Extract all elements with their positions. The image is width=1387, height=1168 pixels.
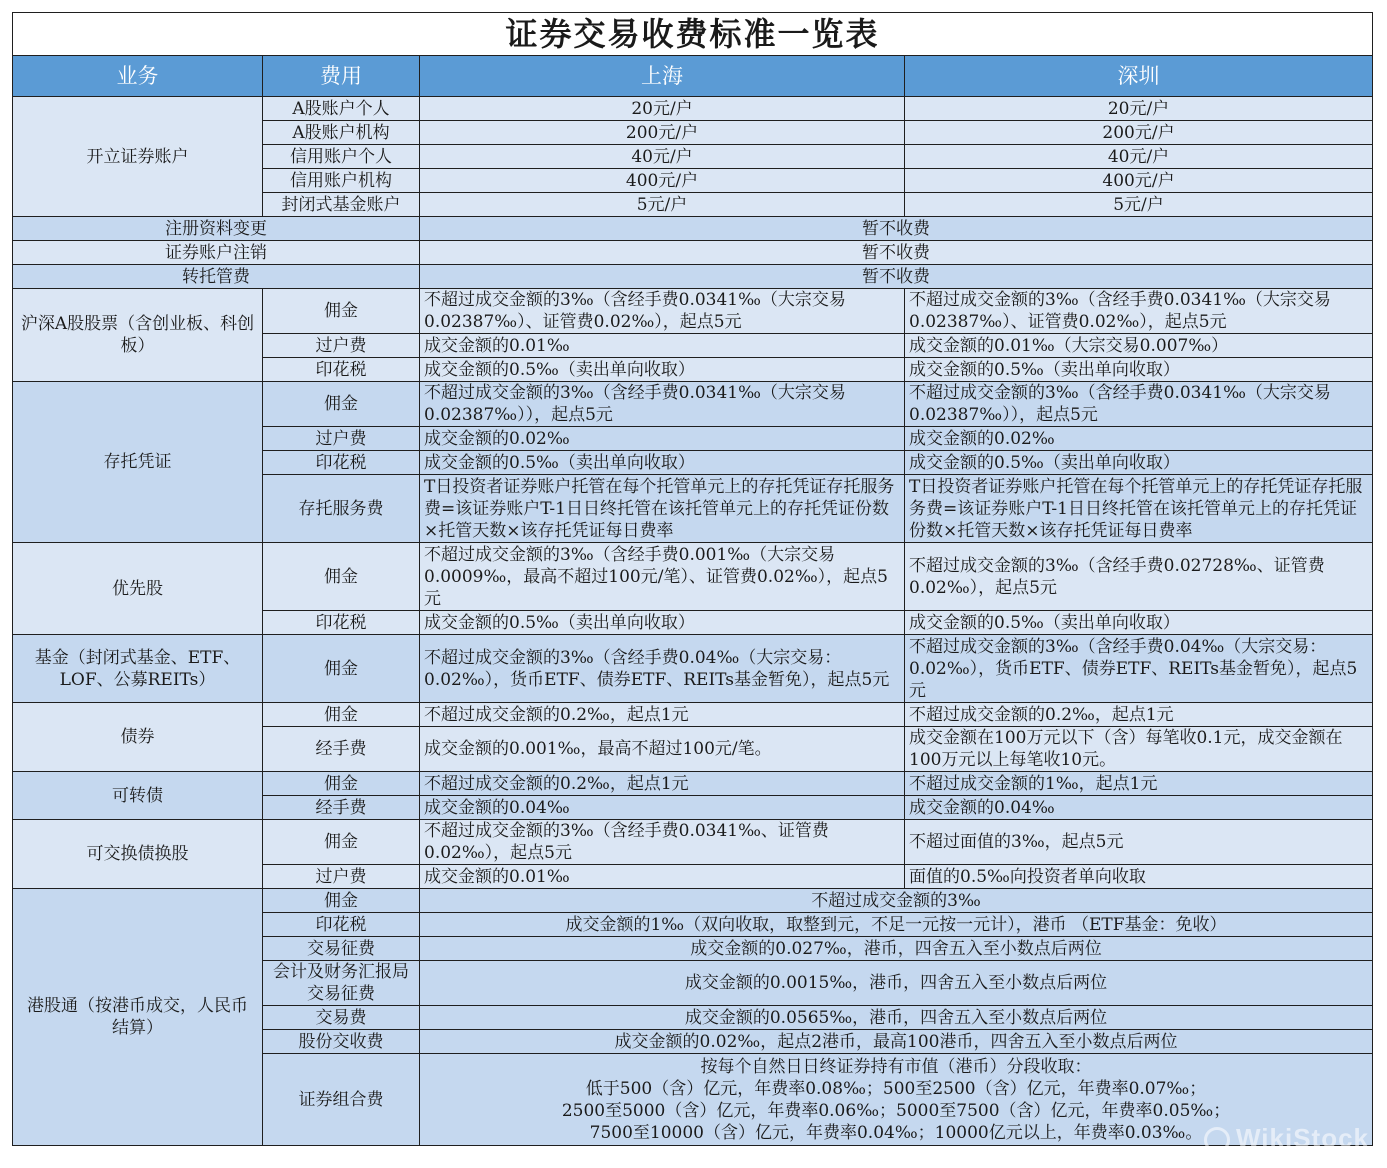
table-row bbox=[13, 217, 1373, 241]
table-cell: 不超过成交金额的0.2‰，起点1元 bbox=[905, 703, 1373, 727]
value-cell: 不超过成交金额的3‰ bbox=[420, 889, 1373, 913]
table-row bbox=[13, 97, 1373, 121]
table-cell: 不超过成交金额的3‰（含经手费0.04‰（大宗交易：0.02‰），货币ETF、债券ETF、REITs基金暂免），起点5元 bbox=[905, 635, 1373, 703]
table-row bbox=[13, 543, 1373, 611]
fee-cell: 经手费 bbox=[263, 727, 420, 772]
fee-cell: 佣金 bbox=[263, 772, 420, 796]
table-row bbox=[13, 889, 1373, 913]
business-cell: 存托凭证 bbox=[13, 382, 263, 543]
table-cell: 成交金额的0.5‰（卖出单向收取） bbox=[905, 451, 1373, 475]
fee-cell: 交易征费 bbox=[263, 937, 420, 961]
fee-cell: 佣金 bbox=[263, 543, 420, 611]
table-cell: 200元/户 bbox=[905, 121, 1373, 145]
business-cell: 债券 bbox=[13, 703, 263, 772]
value-cell: 暂不收费 bbox=[420, 217, 1373, 241]
header-shenzhen: 深圳 bbox=[905, 56, 1373, 97]
business-cell: 基金（封闭式基金、ETF、LOF、公募REITs） bbox=[13, 635, 263, 703]
header-fee: 费用 bbox=[263, 56, 420, 97]
table-cell: 成交金额的0.001‰，最高不超过100元/笔。 bbox=[420, 727, 905, 772]
table-cell: 成交金额的0.5‰（卖出单向收取） bbox=[420, 451, 905, 475]
fee-cell: 信用账户个人 bbox=[263, 145, 420, 169]
watermark-text: WikiStock bbox=[1235, 1123, 1369, 1153]
table-cell: 成交金额的0.04‰ bbox=[420, 796, 905, 820]
fee-cell: 印花税 bbox=[263, 913, 420, 937]
table-cell: 不超过成交金额的3‰（含经手费0.0341‰（大宗交易0.02387‰）），起点5元 bbox=[420, 382, 905, 427]
value-cell: 证券账户注销 bbox=[13, 241, 420, 265]
header-business: 业务 bbox=[13, 56, 263, 97]
table-row bbox=[13, 241, 1373, 265]
table-cell: 400元/户 bbox=[420, 169, 905, 193]
table-row bbox=[13, 703, 1373, 727]
value-cell: 成交金额的0.0015‰，港币，四舍五入至小数点后两位 bbox=[420, 961, 1373, 1006]
fee-cell: 印花税 bbox=[263, 451, 420, 475]
fee-cell: 会计及财务汇报局交易征费 bbox=[263, 961, 420, 1006]
business-cell: 开立证券账户 bbox=[13, 97, 263, 217]
table-cell: 不超过成交金额的3‰（含经手费0.001‰（大宗交易0.0009‰，最高不超过100元/笔）、证管费0.02‰），起点5元 bbox=[420, 543, 905, 611]
value-cell: 转托管费 bbox=[13, 265, 420, 289]
fee-cell: 过户费 bbox=[263, 427, 420, 451]
table-cell: 成交金额的0.5‰（卖出单向收取） bbox=[420, 358, 905, 382]
table-cell: 20元/户 bbox=[420, 97, 905, 121]
business-cell: 港股通（按港币成交，人民币结算） bbox=[13, 889, 263, 1146]
table-cell: 成交金额的0.5‰（卖出单向收取） bbox=[905, 611, 1373, 635]
table-cell: 5元/户 bbox=[420, 193, 905, 217]
table-cell: 不超过成交金额的0.2‰，起点1元 bbox=[420, 772, 905, 796]
fee-cell: 佣金 bbox=[263, 703, 420, 727]
fee-cell: 佣金 bbox=[263, 820, 420, 865]
table-cell: 不超过成交金额的3‰（含经手费0.0341‰（大宗交易0.02387‰）），起点5元 bbox=[905, 382, 1373, 427]
value-cell: 暂不收费 bbox=[420, 265, 1373, 289]
table-cell: 400元/户 bbox=[905, 169, 1373, 193]
table-cell: 不超过成交金额的0.2‰，起点1元 bbox=[420, 703, 905, 727]
table-cell: 40元/户 bbox=[905, 145, 1373, 169]
value-cell: 按每个自然日日终证券持有市值（港币）分段收取： 低于500（含）亿元，年费率0.08‰；500至2500（含）亿元，年费率0.07‰； 2500至5000（含）亿元，年费率0.06‰；5000至7500（含）亿元，年费率0.05‰； 7500至10000（含）亿元，年费率0.04‰；10000亿元以上，年费率0.03‰。 bbox=[420, 1054, 1373, 1146]
table-cell: 5元/户 bbox=[905, 193, 1373, 217]
table-row bbox=[13, 265, 1373, 289]
fee-cell: 佣金 bbox=[263, 382, 420, 427]
business-cell: 优先股 bbox=[13, 543, 263, 635]
table-row bbox=[13, 289, 1373, 334]
table-cell: T日投资者证券账户托管在每个托管单元上的存托凭证存托服务费=该证券账户T-1日日终托管在该托管单元上的存托凭证份数×托管天数×该存托凭证每日费率 bbox=[905, 475, 1373, 543]
fee-cell: 过户费 bbox=[263, 865, 420, 889]
table-cell: 40元/户 bbox=[420, 145, 905, 169]
table-cell: 成交金额的0.01‰ bbox=[420, 334, 905, 358]
table-cell: 不超过成交金额的3‰（含经手费0.0341‰、证管费0.02‰），起点5元 bbox=[420, 820, 905, 865]
fee-cell: 印花税 bbox=[263, 611, 420, 635]
table-cell: 成交金额的0.01‰ bbox=[420, 865, 905, 889]
fee-cell: A股账户个人 bbox=[263, 97, 420, 121]
table-title: 证券交易收费标准一览表 bbox=[13, 13, 1373, 56]
business-cell: 沪深A股股票（含创业板、科创板） bbox=[13, 289, 263, 382]
table-row bbox=[13, 772, 1373, 796]
fee-cell: 交易费 bbox=[263, 1006, 420, 1030]
table-row bbox=[13, 382, 1373, 427]
value-cell: 成交金额的0.02‰，起点2港币，最高100港币，四舍五入至小数点后两位 bbox=[420, 1030, 1373, 1054]
table-cell: 成交金额的0.04‰ bbox=[905, 796, 1373, 820]
table-cell: 成交金额的0.02‰ bbox=[905, 427, 1373, 451]
header-shanghai: 上海 bbox=[420, 56, 905, 97]
fee-cell: A股账户机构 bbox=[263, 121, 420, 145]
table-cell: 不超过面值的3‰，起点5元 bbox=[905, 820, 1373, 865]
fee-cell: 经手费 bbox=[263, 796, 420, 820]
table-cell: 200元/户 bbox=[420, 121, 905, 145]
table-body bbox=[13, 97, 1373, 1146]
table-cell: 成交金额的0.01‰（大宗交易0.007‰） bbox=[905, 334, 1373, 358]
fee-cell: 过户费 bbox=[263, 334, 420, 358]
table-row bbox=[13, 635, 1373, 703]
business-cell: 可转债 bbox=[13, 772, 263, 820]
value-cell: 暂不收费 bbox=[420, 241, 1373, 265]
value-cell: 成交金额的1‰（双向收取，取整到元，不足一元按一元计），港币 （ETF基金：免收） bbox=[420, 913, 1373, 937]
table-cell: 成交金额的0.5‰（卖出单向收取） bbox=[420, 611, 905, 635]
fee-cell: 存托服务费 bbox=[263, 475, 420, 543]
table-row bbox=[13, 820, 1373, 865]
fee-cell: 证券组合费 bbox=[263, 1054, 420, 1146]
table-cell: 不超过成交金额的3‰（含经手费0.02728‰、证管费0.02‰），起点5元 bbox=[905, 543, 1373, 611]
table-cell: 成交金额在100万元以下（含）每笔收0.1元，成交金额在100万元以上每笔收10元。 bbox=[905, 727, 1373, 772]
value-cell: 成交金额的0.027‰，港币，四舍五入至小数点后两位 bbox=[420, 937, 1373, 961]
fee-cell: 股份交收费 bbox=[263, 1030, 420, 1054]
fee-cell: 佣金 bbox=[263, 289, 420, 334]
table-cell: 面值的0.5‰向投资者单向收取 bbox=[905, 865, 1373, 889]
business-cell: 可交换债换股 bbox=[13, 820, 263, 889]
table-cell: T日投资者证券账户托管在每个托管单元上的存托凭证存托服务费=该证券账户T-1日日终托管在该托管单元上的存托凭证份数×托管天数×该存托凭证每日费率 bbox=[420, 475, 905, 543]
table-cell: 成交金额的0.02‰ bbox=[420, 427, 905, 451]
fee-cell: 佣金 bbox=[263, 635, 420, 703]
fee-cell: 信用账户机构 bbox=[263, 169, 420, 193]
value-cell: 注册资料变更 bbox=[13, 217, 420, 241]
header-row bbox=[13, 56, 1373, 97]
fee-table bbox=[12, 12, 1373, 1146]
fee-cell: 佣金 bbox=[263, 889, 420, 913]
table-cell: 成交金额的0.5‰（卖出单向收取） bbox=[905, 358, 1373, 382]
value-cell: 成交金额的0.0565‰，港币，四舍五入至小数点后两位 bbox=[420, 1006, 1373, 1030]
table-cell: 不超过成交金额的3‰（含经手费0.0341‰（大宗交易0.02387‰）、证管费0.02‰），起点5元 bbox=[420, 289, 905, 334]
table-cell: 不超过成交金额的3‰（含经手费0.0341‰（大宗交易0.02387‰）、证管费0.02‰），起点5元 bbox=[905, 289, 1373, 334]
table-cell: 20元/户 bbox=[905, 97, 1373, 121]
table-cell: 不超过成交金额的3‰（含经手费0.04‰（大宗交易：0.02‰），货币ETF、债券ETF、REITs基金暂免），起点5元 bbox=[420, 635, 905, 703]
fee-cell: 印花税 bbox=[263, 358, 420, 382]
table-cell: 不超过成交金额的1‰，起点1元 bbox=[905, 772, 1373, 796]
fee-cell: 封闭式基金账户 bbox=[263, 193, 420, 217]
